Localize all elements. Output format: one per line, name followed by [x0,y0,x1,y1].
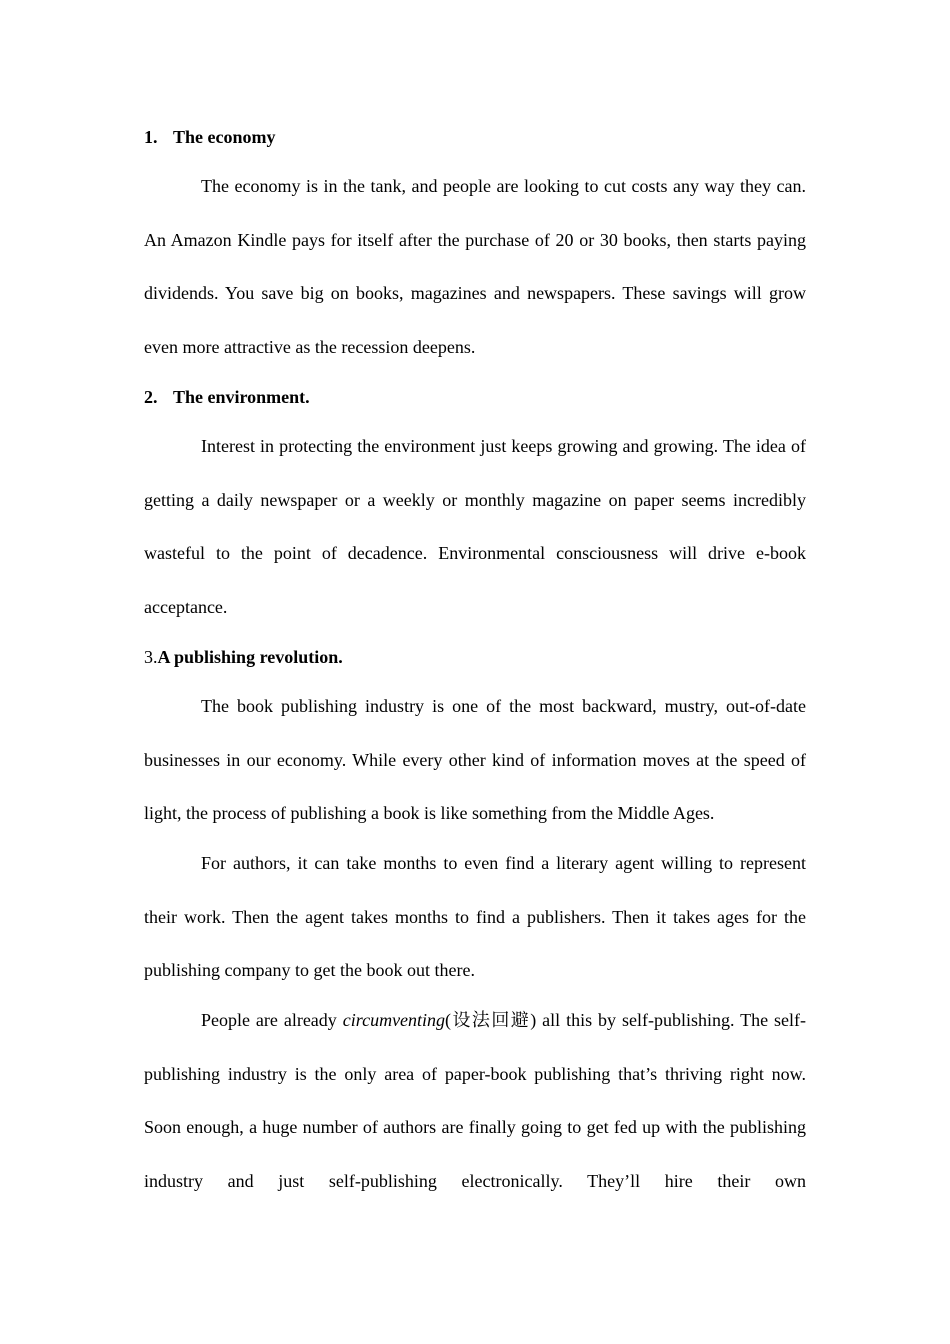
italic-term: circumventing [342,1010,446,1030]
paragraph-authors: For authors, it can take months to even find a literary agent willing to represent their work. Then the agent takes months to find a publishers. Then it takes ages for the publishing company to get the book out there. [144,853,806,981]
section-heading-3 [144,646,343,668]
section-heading-2 [144,386,310,408]
section-number: 3. [144,647,158,667]
section-heading-1 [144,126,276,148]
section-title: A publishing revolution. [157,647,343,667]
paragraph-publishing: The book publishing industry is one of the most backward, mustry, out-of-date businesses in our economy. While every other kind of information moves at the speed of light, the process of publishing a book is like something from the Middle Ages. [144,696,806,824]
text-after: all this by self-publishing. The self-publishing industry is the only area of paper-book publishing that’s thriving right now. Soon enough, a huge number of authors are finally going to get fed up with the publishing industry and just self-publishing electronically. They’ll hire their own [144,1010,806,1192]
paragraph-environment: Interest in protecting the environment just keeps growing and growing. The idea of getting a daily newspaper or a weekly or monthly magazine on paper seems incredibly wasteful to the point of decadence. Environmental consciousness will drive e-book acceptance. [144,436,806,618]
section-number: 1. [144,127,158,147]
section-number: 2. [144,387,158,407]
text-before: People are already [201,1010,343,1030]
section-title: The environment. [173,387,310,407]
paragraph-economy: The economy is in the tank, and people are looking to cut costs any way they can. An Amazon Kindle pays for itself after the purchase of 20 or 30 books, then starts paying dividends. You save big on books, magazines and newspapers. These savings will grow even more attractive as the recession deepens. [144,176,806,358]
paragraph-self-publishing [144,994,806,1209]
chinese-gloss: (设法回避) [445,1010,537,1030]
section-title: The economy [173,127,276,147]
